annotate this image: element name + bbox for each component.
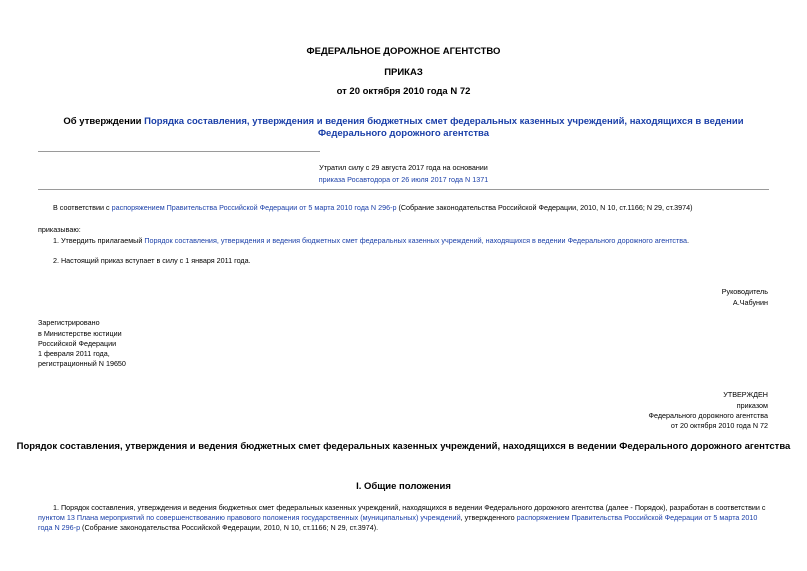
approved-line-3: Федерального дорожного агентства xyxy=(648,411,768,420)
status-line: Утратил силу с 29 августа 2017 года на основании xyxy=(319,163,488,172)
registration-line-5: регистрационный N 19650 xyxy=(38,359,126,368)
order-title-prefix: Об утверждении xyxy=(63,116,145,127)
section-title: I. Общие положения xyxy=(356,481,451,492)
preamble xyxy=(53,203,693,213)
order-title xyxy=(40,116,767,140)
order-title-link[interactable]: Порядка составления, утверждения и ведения бюджетных смет федеральных казенных учреждений, находящихся в ведении Федерального дорожного агентства xyxy=(144,116,744,139)
plan-link[interactable]: пунктом 13 Плана мероприятий по совершенствованию правового положения государственных (муниципальных) учреждений xyxy=(38,513,461,522)
doc-type-heading: ПРИКАЗ xyxy=(384,67,423,78)
decree-link-part-1[interactable]: распоряжением Правительства Российской Федерации от 5 марта 2010 xyxy=(516,513,758,522)
preamble-link[interactable]: распоряжением Правительства Российской Федерации от 5 марта 2010 года N 296-р xyxy=(111,203,397,212)
order-word: приказываю: xyxy=(38,225,81,234)
item-one-prefix: 1. Утвердить прилагаемый xyxy=(53,236,145,245)
signature-position: Руководитель xyxy=(721,287,768,296)
item-one-link[interactable]: Порядок составления, утверждения и ведения бюджетных смет федеральных казенных учреждений, находящихся в ведении Федерального дорожного агентства xyxy=(144,236,688,245)
signature-name: А.Чабунин xyxy=(732,298,768,307)
item-two: 2. Настоящий приказ вступает в силу с 1 января 2011 года. xyxy=(53,256,251,265)
section-paragraph-line-3 xyxy=(38,523,378,533)
section-paragraph-end: (Собрание законодательства Российской Федерации, 2010, N 10, ст.1166; N 29, ст.3974). xyxy=(80,523,379,532)
registration-line-1: Зарегистрировано xyxy=(38,318,100,327)
section-paragraph-line-2 xyxy=(38,513,757,523)
status-link[interactable]: приказа Росавтодора от 26 июля 2017 года N 1371 xyxy=(318,175,489,184)
divider-short xyxy=(38,151,320,152)
section-paragraph-line-1: 1. Порядок составления, утверждения и ведения бюджетных смет федеральных казенных учреждений, находящихся в ведении Федерального дорожного агентства (далее - Порядок), разработан в соответствии с xyxy=(53,503,766,512)
decree-link-part-2[interactable]: года N 296-р xyxy=(38,523,81,532)
preamble-prefix: В соответствии с xyxy=(53,203,112,212)
registration-line-4: 1 февраля 2011 года, xyxy=(38,349,110,358)
doc-date-heading: от 20 октября 2010 года N 72 xyxy=(336,86,471,97)
approved-line-2: приказом xyxy=(736,401,768,410)
item-one xyxy=(53,236,689,246)
registration-line-3: Российской Федерации xyxy=(38,339,117,348)
preamble-suffix: (Собрание законодательства Российской Федерации, 2010, N 10, ст.1166; N 29, ст.3974) xyxy=(396,203,693,212)
section-paragraph-mid: , утвержденного xyxy=(460,513,517,522)
registration-line-2: в Министерстве юстиции xyxy=(38,329,122,338)
approved-line-4: от 20 октября 2010 года N 72 xyxy=(670,421,768,430)
item-one-suffix: . xyxy=(687,236,690,245)
agency-heading: ФЕДЕРАЛЬНОЕ ДОРОЖНОЕ АГЕНТСТВО xyxy=(306,46,501,57)
divider-full xyxy=(38,189,769,190)
approved-line-1: УТВЕРЖДЕН xyxy=(723,390,768,399)
procedure-title: Порядок составления, утверждения и ведения бюджетных смет федеральных казенных учреждений, находящихся в ведении Федерального дорожного агентства xyxy=(16,441,791,452)
